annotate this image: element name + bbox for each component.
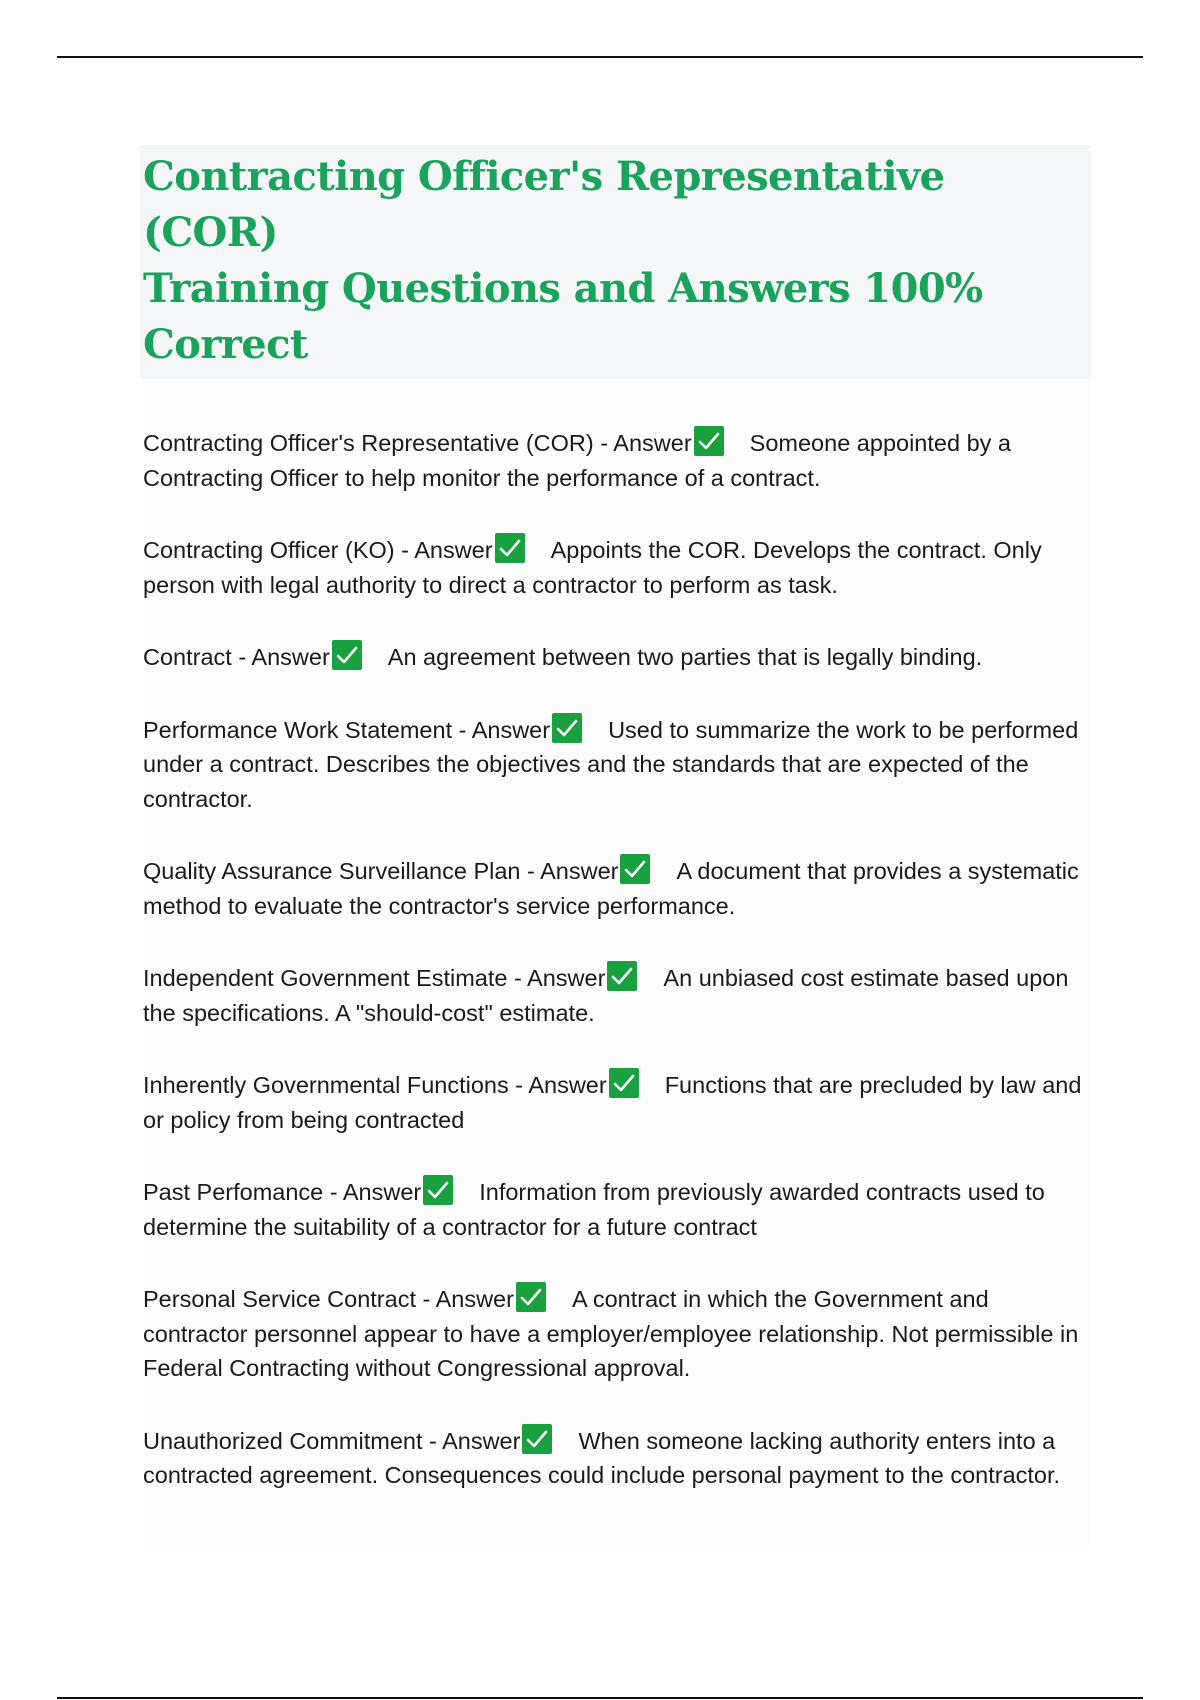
document-page xyxy=(143,145,1091,1545)
qa-item xyxy=(143,533,1091,602)
qa-term: Personal Service Contract xyxy=(143,1286,416,1312)
qa-item xyxy=(143,1282,1091,1386)
title-line-1: Contracting Officer's Representative (COR) xyxy=(143,153,945,256)
qa-answer: Someone appointed by a Contracting Officer to help monitor the performance of a contract. xyxy=(143,430,1011,491)
qa-item xyxy=(143,1424,1091,1493)
qa-term: Contract xyxy=(143,644,232,670)
qa-term: Independent Government Estimate xyxy=(143,965,508,991)
answer-marker: - Answer xyxy=(600,430,692,456)
qa-item xyxy=(143,426,1091,495)
answer-marker: - Answer xyxy=(238,644,330,670)
checkmark-icon xyxy=(332,640,362,670)
answer-marker: - Answer xyxy=(329,1179,422,1205)
title-block xyxy=(140,145,1091,379)
title-line-2: Training Questions and Answers 100% Correct xyxy=(143,265,983,368)
qa-item xyxy=(143,713,1091,817)
checkmark-icon xyxy=(423,1175,453,1205)
checkmark-icon xyxy=(607,961,637,991)
qa-list xyxy=(143,426,1091,1493)
checkmark-icon xyxy=(522,1424,552,1454)
answer-marker: - Answer xyxy=(515,1072,607,1098)
qa-item xyxy=(143,1068,1091,1137)
qa-answer: A contract in which the Government and contractor personnel appear to have a employer/employee relationship. Not permissible in Federal Contracting without Congressional approval. xyxy=(143,1286,1079,1381)
answer-marker: - Answer xyxy=(429,1427,521,1454)
qa-term: Unauthorized Commitment xyxy=(143,1427,423,1454)
qa-answer: An unbiased cost estimate based upon the specifications. A "should-cost" estimate. xyxy=(143,965,1069,1026)
qa-answer: Functions that are precluded by law and or policy from being contracted xyxy=(143,1072,1082,1133)
qa-term: Quality Assurance Surveillance Plan xyxy=(143,858,521,884)
checkmark-icon xyxy=(609,1068,639,1098)
qa-answer: A document that provides a systematic method to evaluate the contractor's service performance. xyxy=(143,858,1079,919)
qa-answer: Used to summarize the work to be performed under a contract. Describes the objectives and the standards that are expected of the contractor. xyxy=(143,716,1079,812)
qa-answer: When someone lacking authority enters into a contracted agreement. Consequences could include personal payment to the contractor. xyxy=(143,1427,1061,1488)
qa-term: Contracting Officer's Representative (COR) xyxy=(143,430,594,456)
answer-marker: - Answer xyxy=(527,858,619,884)
qa-item xyxy=(143,640,1091,675)
answer-marker: - Answer xyxy=(458,716,551,743)
checkmark-icon xyxy=(552,713,582,743)
answer-marker: - Answer xyxy=(422,1286,514,1312)
qa-answer: Information from previously awarded contracts used to determine the suitability of a contractor for a future contract xyxy=(143,1179,1045,1240)
qa-term: Contracting Officer (KO) xyxy=(143,537,395,563)
qa-answer: Appoints the COR. Develops the contract. Only person with legal authority to direct a contractor to perform as task. xyxy=(143,537,1042,598)
qa-item xyxy=(143,1175,1091,1244)
checkmark-icon xyxy=(620,854,650,884)
document-title xyxy=(143,149,1091,373)
qa-answer: An agreement between two parties that is legally binding. xyxy=(387,644,983,670)
top-rule xyxy=(57,56,1143,58)
answer-marker: - Answer xyxy=(514,965,606,991)
answer-marker: - Answer xyxy=(401,537,493,563)
qa-item xyxy=(143,961,1091,1030)
checkmark-icon xyxy=(495,533,525,563)
qa-term: Performance Work Statement xyxy=(143,716,453,743)
qa-item xyxy=(143,854,1091,923)
qa-term: Inherently Governmental Functions xyxy=(143,1072,509,1098)
checkmark-icon xyxy=(694,426,724,456)
bottom-rule xyxy=(57,1697,1143,1699)
qa-term: Past Perfomance xyxy=(143,1179,324,1205)
checkmark-icon xyxy=(516,1282,546,1312)
